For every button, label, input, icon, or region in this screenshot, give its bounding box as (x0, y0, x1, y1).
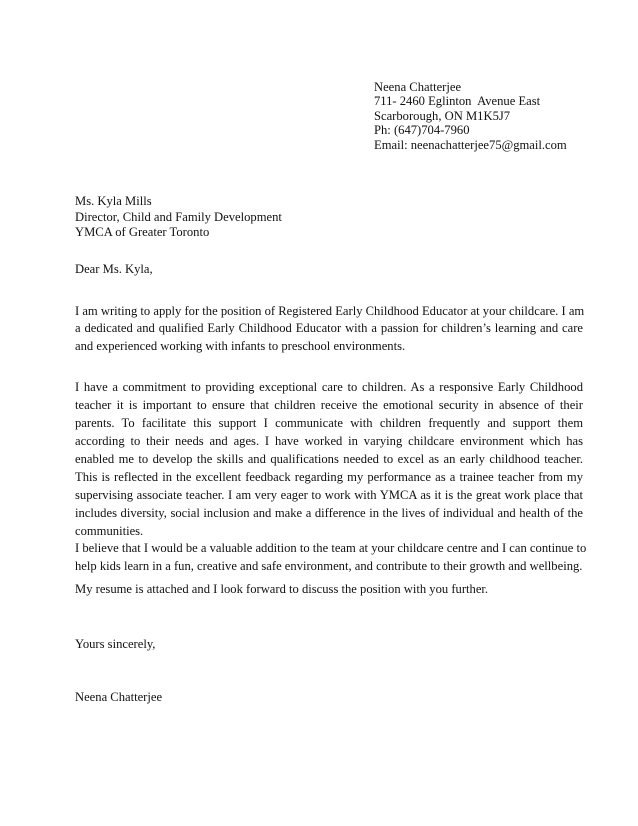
paragraph-line: I am writing to apply for the position of Registered Early Childhood Educator at your childcare. I am (75, 304, 585, 318)
sender-address-line-2: Scarborough, ON M1K5J7 (374, 108, 511, 123)
paragraph-line: a dedicated and qualified Early Childhood Educator with a passion for children’s learning and care (75, 321, 583, 336)
paragraph-line: communities. (75, 524, 144, 538)
signature-name: Neena Chatterjee (75, 690, 163, 704)
paragraph-3 (75, 540, 587, 575)
paragraph-line: My resume is attached and I look forward to discuss the position with you further. (75, 582, 489, 596)
recipient-address-block (75, 194, 282, 241)
sender-name: Neena Chatterjee (374, 80, 462, 94)
sender-email: Email: neenachatterjee75@gmail.com (374, 137, 567, 152)
paragraph-line: I believe that I would be a valuable addition to the team at your childcare centre and I can continue to (75, 541, 587, 555)
sender-address-line-1: 711- 2460 Eglinton Avenue East (374, 94, 541, 109)
paragraph-2 (75, 378, 583, 540)
paragraph-line: help kids learn in a fun, creative and safe environment, and contribute to their growth and wellbeing. (75, 558, 583, 573)
paragraph-line: enabled me to develop the skills and qualifications needed to excel as an early childhood teacher. (75, 452, 583, 466)
paragraph-line: parents. To facilitate this support I communicate with children frequently and support them (75, 416, 583, 430)
paragraph-line: teacher it is important to ensure that children receive the emotional security in absence of their (75, 398, 583, 412)
paragraph-line: and experienced working with infants to preschool environments. (75, 338, 406, 353)
paragraph-1 (75, 303, 583, 355)
sender-phone: Ph: (647)704-7960 (374, 123, 470, 138)
paragraph-line: according to their needs and ages. I have worked in varying childcare environment which has (75, 434, 583, 448)
paragraph-line: I have a commitment to providing exceptional care to children. As a responsive Early Childhood (75, 380, 583, 394)
paragraph-line: includes diversity, social inclusion and make a difference in the lives of individual and health of the (75, 506, 583, 520)
closing: Yours sincerely, (75, 637, 156, 651)
recipient-organization: YMCA of Greater Toronto (75, 225, 210, 240)
paragraph-4 (75, 581, 583, 599)
paragraph-line: This is reflected in the excellent feedback regarding my performance as a trainee teacher from my (75, 470, 583, 484)
recipient-name: Ms. Kyla Mills (75, 194, 152, 208)
paragraph-line: supervising associate teacher. I am very eager to work with YMCA as it is the great work place that (75, 488, 583, 502)
salutation: Dear Ms. Kyla, (75, 262, 153, 276)
recipient-title: Director, Child and Family Development (75, 209, 282, 224)
sender-address-block (374, 80, 567, 152)
